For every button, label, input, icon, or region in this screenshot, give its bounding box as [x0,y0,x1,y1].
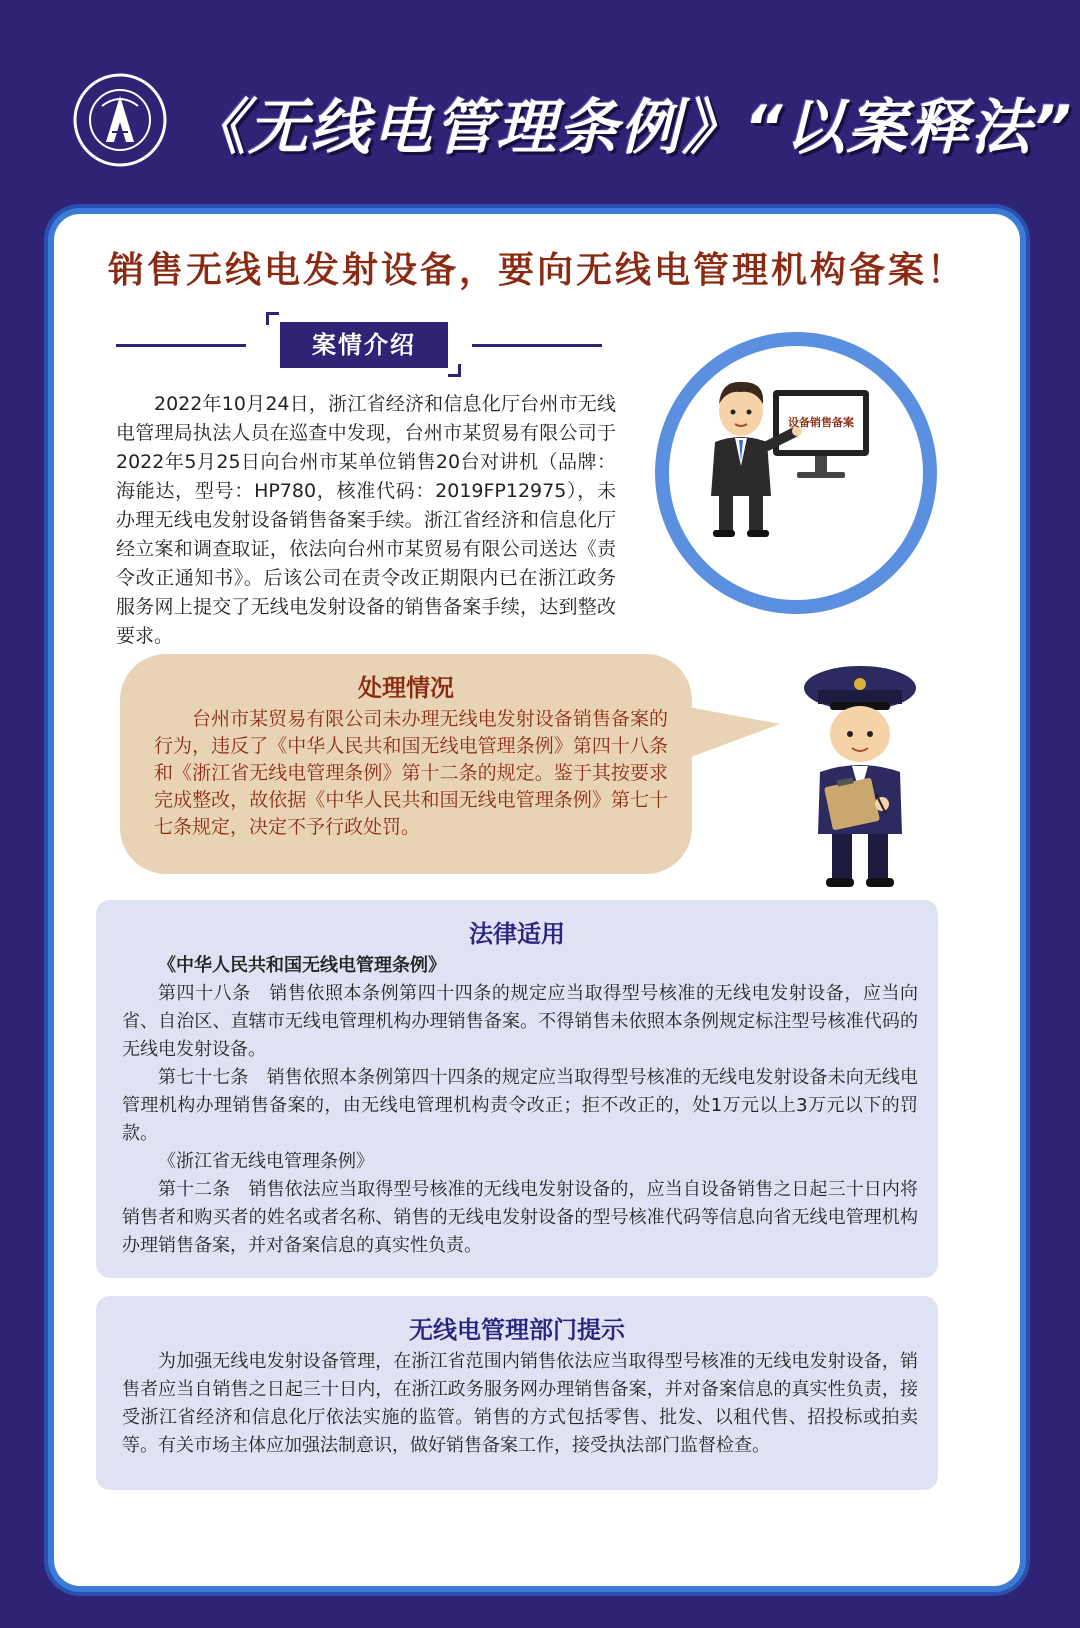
banner-line-left [116,344,246,347]
china-radio-regulation-logo [72,72,168,168]
screen-label: 设备销售备案 [788,416,854,429]
case-intro-text: 2022年10月24日，浙江省经济和信息化厅台州市无线电管理局执法人员在巡查中发现，台州市某贸易有限公司于2022年5月25日向台州市某单位销售20台对讲机（品牌：海能达，型号：HP780，核准代码：2019FP12975），未办理无线电发射设备销售备案手续。浙江省经济和信息化厅经立案和调查取证，依法向台州市某贸易有限公司送达《责令改正通知书》。后该公司在责令改正期限内已在浙江政务服务网上提交了无线电发射设备的销售备案手续，达到整改要求。 [116,393,616,647]
law-article-12: 第十二条 销售依法应当取得型号核准的无线电发射设备的，应当自设备销售之日起三十日内将销售者和购买者的姓名或者名称、销售的无线电发射设备的型号核准代码等信息向省无线电管理机构办理销售备案，并对备案信息的真实性负责。 [122,1179,918,1256]
law-article-48: 第四十八条 销售依照本条例第四十四条的规定应当取得型号核准的无线电发射设备，应当向省、自治区、直辖市无线电管理机构办理销售备案。不得销售未依照本条例规定标注型号核准代码的无线电发射设备。 [122,983,918,1060]
banner-line-right [472,344,602,347]
banner-corner-tl [266,312,279,325]
tip-title: 无线电管理部门提示 [409,1316,625,1344]
poster-title: 《无线电管理条例》“以案释法” [186,93,1074,163]
tip-section [96,1296,938,1490]
content-card [54,214,1020,1586]
handling-bubble [120,654,692,874]
law-source-national: 《中华人民共和国无线电管理条例》 [158,955,446,976]
law-article-77: 第七十七条 销售依照本条例第四十四条的规定应当取得型号核准的无线电发射设备未向无线电管理机构办理销售备案的，由无线电管理机构责令改正；拒不改正的，处1万元以上3万元以下的罚款。 [122,1067,918,1144]
case-intro-banner: 案情介绍 [280,322,448,368]
illustration-circle [655,332,937,614]
law-source-zhejiang: 《浙江省无线电管理条例》 [158,1151,374,1172]
officer-illustration [790,654,930,890]
law-content [122,952,918,1260]
bubble-tail [672,694,782,774]
law-section [96,900,938,1278]
handling-title: 处理情况 [358,674,454,702]
presenter-illustration [669,346,895,572]
law-title: 法律适用 [469,920,565,948]
tip-text: 为加强无线电发射设备管理，在浙江省范围内销售依法应当取得型号核准的无线电发射设备，销售者应当自销售之日起三十日内，在浙江政务服务网办理销售备案，并对备案信息的真实性负责，接受浙江省经济和信息化厅依法实施的监管。销售的方式包括零售、批发、以租代售、招投标或拍卖等。有关市场主体应加强法制意识，做好销售备案工作，接受执法部门监督检查。 [122,1351,918,1456]
banner-corner-br [448,364,461,377]
headline: 销售无线电发射设备，要向无线电管理机构备案！ [107,249,966,291]
handling-text: 台州市某贸易有限公司未办理无线电发射设备销售备案的行为，违反了《中华人民共和国无线电管理条例》第四十八条和《浙江省无线电管理条例》第十二条的规定。鉴于其按要求完成整改，故依据《中华人民共和国无线电管理条例》第七十七条规定，决定不予行政处罚。 [154,708,668,838]
